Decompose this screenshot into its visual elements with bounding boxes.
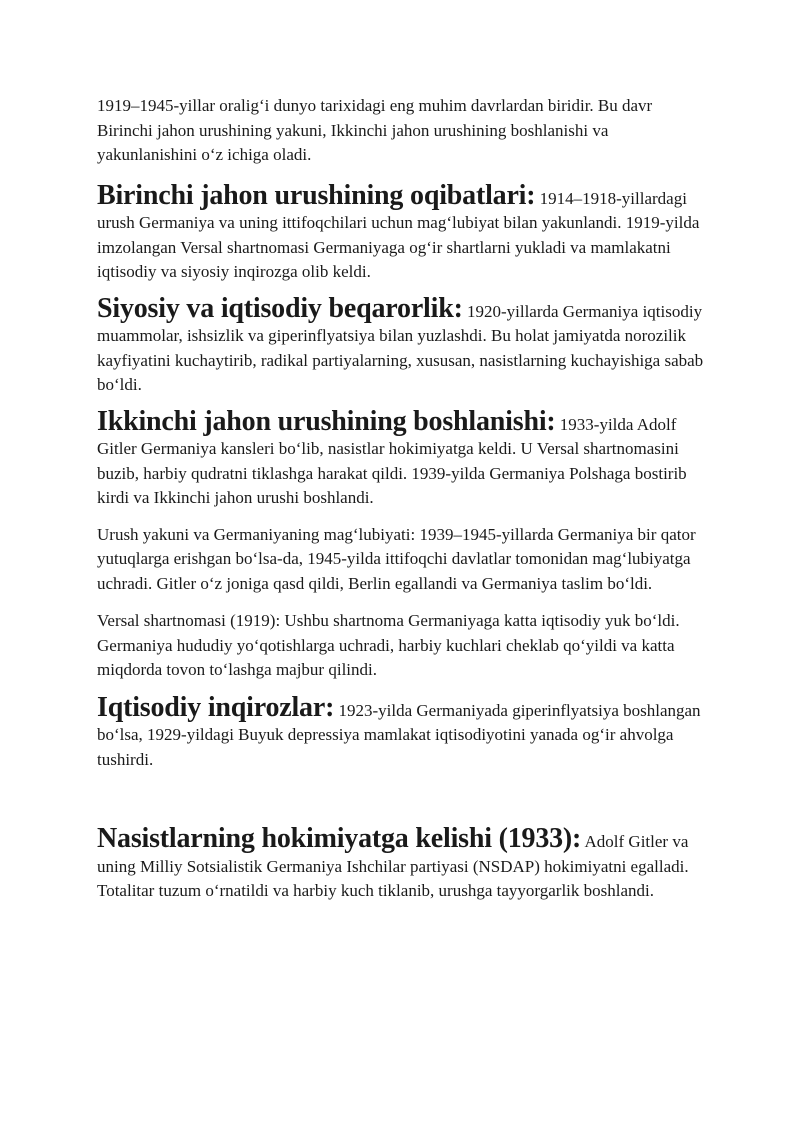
paragraph-text: Urush yakuni va Germaniyaning mag‘lubiyati: 1939–1945-yillarda Germaniya bir qator yutuqlarga erishgan bo‘lsa-da, 1945-yilda ittifoqchi davlatlar tomonidan mag‘lubiyatga uchradi. Gitler o‘z joniga qasd qildi, Berlin egallandi va Germaniya taslim bo‘ldi.	[97, 524, 696, 593]
section-heading: Iqtisodiy inqirozlar:	[97, 691, 335, 723]
section-heading: Birinchi jahon urushining oqibatlari:	[97, 179, 536, 211]
paragraph-text: 1933-yilda Adolf Gitler Germaniya kansleri bo‘lib, nasistlar hokimiyatga keldi. U Versal shartnomasini buzib, harbiy qudratni tiklashga harakat qildi. 1939-yilda Germaniya Polshaga bostirib kirdi va Ikkinchi jahon urushi boshlandi.	[97, 414, 687, 507]
section-political-economic-instability	[97, 292, 707, 398]
paragraph-versailles-treaty	[97, 609, 707, 683]
intro-paragraph	[97, 94, 707, 168]
document-page	[97, 94, 707, 904]
paragraph-text: 1914–1918-yillardagi urush Germaniya va uning ittifoqchilari uchun mag‘lubiyat bilan yakunlandi. 1919-yilda imzolangan Versal shartnomasi Germaniyaga og‘ir shartlarni yukladi va mamlakatni iqtisodiy va siyosiy inqirozga olib keldi.	[97, 188, 700, 281]
section-wwii-beginning	[97, 405, 707, 511]
paragraph-text: Adolf Gitler va uning Milliy Sotsialistik Germaniya Ishchilar partiyasi (NSDAP) hokimiyatni egalladi. Totalitar tuzum o‘rnatildi va harbiy kuch tiklanib, urushga tayyorgarlik boshlandi.	[97, 832, 689, 900]
section-heading: Nasistlarning hokimiyatga kelishi (1933):	[97, 823, 582, 854]
paragraph-text: 1923-yilda Germaniyada giperinflyatsiya boshlangan bo‘lsa, 1929-yildagi Buyuk depressiya mamlakat iqtisodiyotini yanada og‘ir ahvolga tushirdi.	[97, 700, 701, 769]
paragraph-text: 1920-yillarda Germaniya iqtisodiy muammolar, ishsizlik va giperinflyatsiya bilan yuzlashdi. Bu holat jamiyatda norozilik kayfiyatini kuchaytirib, radikal partiyalarning, xususan, nasistlarning kuchayishiga sabab bo‘ldi.	[97, 301, 704, 394]
section-heading: Ikkinchi jahon urushining boshlanishi:	[97, 405, 556, 437]
paragraph-war-end	[97, 523, 707, 597]
paragraph-text: Versal shartnomasi (1919): Ushbu shartnoma Germaniyaga katta iqtisodiy yuk bo‘ldi. Germaniya hududiy yo‘qotishlarga uchradi, harbiy kuchlari cheklab qo‘yildi va katta miqdorda tovon to‘lashga majbur qilindi.	[97, 611, 680, 679]
paragraph-text: 1919–1945-yillar oralig‘i dunyo tarixidagi eng muhim davrlardan biridir. Bu davr Birinchi jahon urushining yakuni, Ikkinchi jahon urushining boshlanishi va yakunlanishini o‘z ichiga oladi.	[97, 96, 653, 164]
section-heading: Siyosiy va iqtisodiy beqarorlik:	[97, 292, 463, 324]
section-wwi-consequences	[97, 179, 707, 285]
section-nazi-rise	[97, 823, 707, 904]
section-economic-crises	[97, 691, 707, 773]
